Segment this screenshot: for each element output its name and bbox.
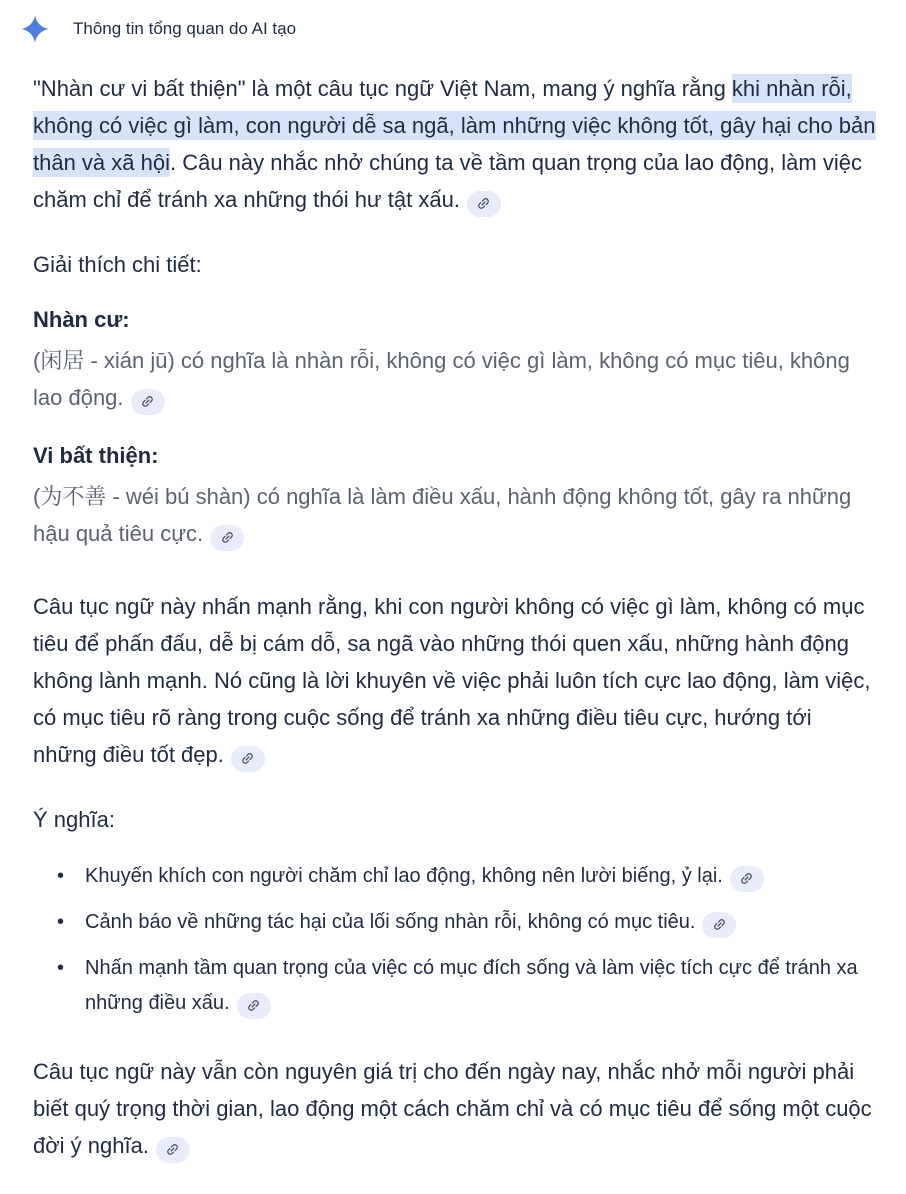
list-item bbox=[33, 859, 878, 894]
term-heading-nhan-cu: Nhàn cư: bbox=[33, 307, 130, 332]
term-definition-vi-bat-thien bbox=[33, 478, 878, 552]
source-link-button[interactable] bbox=[156, 1137, 190, 1163]
list-item-text: Khuyến khích con người chăm chỉ lao động, không nên lười biếng, ỷ lại. bbox=[85, 865, 723, 887]
term-heading-vi-bat-thien: Vi bất thiện: bbox=[33, 443, 159, 468]
source-link-button[interactable] bbox=[210, 525, 244, 551]
ai-overview-header bbox=[20, 14, 878, 44]
list-item bbox=[33, 905, 878, 940]
summary-text: Câu tục ngữ này nhấn mạnh rằng, khi con người không có việc gì làm, không có mục tiêu để phấn đấu, dễ bị cám dỗ, sa ngã vào những thói quen xấu, những hành động không lành mạnh. Nó cũng là lời khuyên về việc phải luôn tích cực lao động, làm việc, có mục tiêu rõ ràng trong cuộc sống để tránh xa những điều tiêu cực, hướng tới những điều tốt đẹp. bbox=[33, 594, 871, 767]
explain-section-heading: Giải thích chi tiết: bbox=[33, 252, 202, 277]
intro-paragraph bbox=[33, 70, 878, 218]
ai-sparkle-icon bbox=[20, 14, 50, 44]
source-link-button[interactable] bbox=[467, 191, 501, 217]
link-icon bbox=[246, 998, 261, 1013]
list-item-text: Cảnh báo về những tác hại của lối sống nhàn rỗi, không có mục tiêu. bbox=[85, 911, 696, 933]
list-item bbox=[33, 951, 878, 1021]
source-link-button[interactable] bbox=[702, 912, 736, 938]
highlighted-snippet: khi nhàn rỗi, không có việc gì làm, con người dễ sa ngã, làm những việc không tốt, gây hại cho bản thân và xã hội bbox=[33, 76, 876, 175]
link-icon bbox=[140, 394, 155, 409]
list-item-text: Nhấn mạnh tầm quan trọng của việc có mục đích sống và làm việc tích cực để tránh xa những điều xấu. bbox=[85, 957, 858, 1014]
intro-text-pre: "Nhàn cư vi bất thiện" là một câu tục ngữ Việt Nam, mang ý nghĩa rằng bbox=[33, 76, 732, 101]
term-definition-nhan-cu bbox=[33, 342, 878, 416]
link-icon bbox=[476, 196, 491, 211]
link-icon bbox=[739, 871, 754, 886]
source-link-button[interactable] bbox=[231, 746, 265, 772]
source-link-button[interactable] bbox=[237, 993, 271, 1019]
definition-text: (为不善 - wéi bú shàn) có nghĩa là làm điều xấu, hành động không tốt, gây ra những hậu quả tiêu cực. bbox=[33, 484, 852, 546]
link-icon bbox=[712, 917, 727, 932]
ai-overview-title: Thông tin tổng quan do AI tạo bbox=[73, 19, 297, 38]
link-icon bbox=[240, 751, 255, 766]
meaning-section-heading: Ý nghĩa: bbox=[33, 807, 115, 832]
conclusion-paragraph bbox=[33, 1053, 878, 1164]
link-icon bbox=[165, 1142, 180, 1157]
definition-text: (闲居 - xián jū) có nghĩa là nhàn rỗi, không có việc gì làm, không có mục tiêu, không lao động. bbox=[33, 348, 850, 410]
source-link-button[interactable] bbox=[730, 866, 764, 892]
intro-text-post: . Câu này nhắc nhở chúng ta về tầm quan trọng của lao động, làm việc chăm chỉ để tránh xa những thói hư tật xấu. bbox=[33, 150, 862, 212]
meaning-list bbox=[33, 859, 878, 1021]
summary-paragraph bbox=[33, 588, 878, 773]
link-icon bbox=[220, 530, 235, 545]
conclusion-text: Câu tục ngữ này vẫn còn nguyên giá trị cho đến ngày nay, nhắc nhở mỗi người phải biết quý trọng thời gian, lao động một cách chăm chỉ và có mục tiêu để sống một cuộc đời ý nghĩa. bbox=[33, 1059, 872, 1158]
source-link-button[interactable] bbox=[131, 389, 165, 415]
